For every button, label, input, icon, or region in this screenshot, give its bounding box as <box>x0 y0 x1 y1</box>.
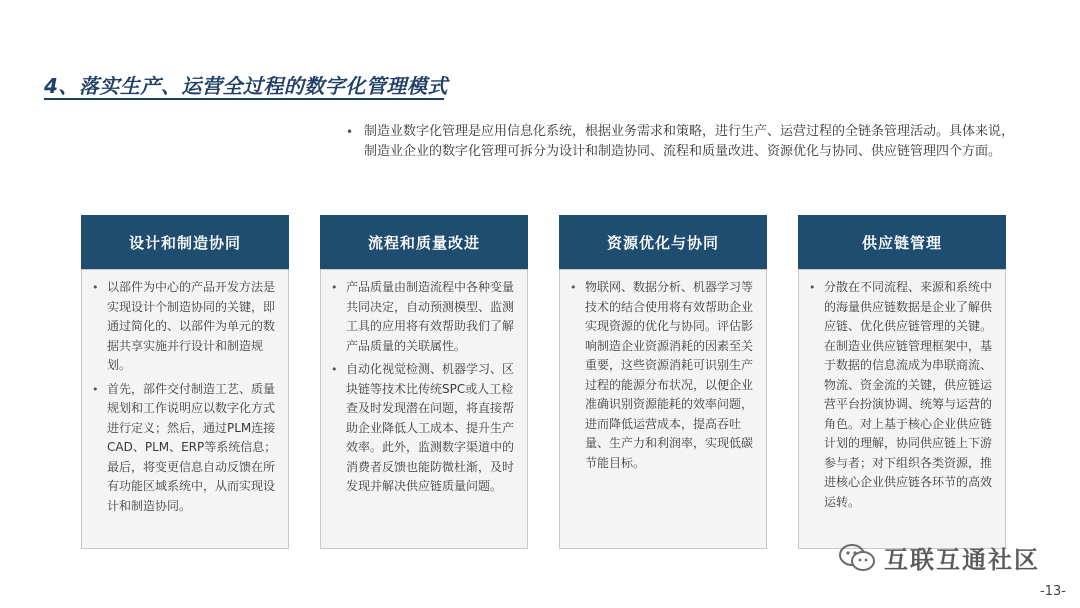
list-item <box>569 278 757 473</box>
list-item <box>330 360 518 497</box>
column-heading: 资源优化与协同 <box>559 215 767 269</box>
intro-paragraph <box>346 122 1024 162</box>
column-heading: 流程和质量改进 <box>320 215 528 269</box>
column-body <box>320 269 528 549</box>
column-design-manufacturing <box>81 215 289 549</box>
column-supply-chain <box>798 215 1006 549</box>
page-title: 4、落实生产、运营全过程的数字化管理模式 <box>44 74 448 98</box>
watermark-text: 互联互通社区 <box>884 546 1040 574</box>
list-item <box>330 278 518 356</box>
list-item-text: 首先，部件交付制造工艺、质量规划和工作说明应以数字化方式进行定义；然后，通过PLM连接CAD、PLM、ERP等系统信息；最后，将变更信息自动反馈在所有功能区域系统中，从而实现设计和制造协同。 <box>107 381 277 513</box>
list-item-text: 产品质量由制造流程中各种变量共同决定，自动预测模型、监测工具的应用将有效帮助我们了解产品质量的关联属性。 <box>346 280 515 353</box>
bullet-icon: • <box>570 281 577 294</box>
column-process-quality <box>320 215 528 549</box>
bullet-icon: • <box>92 281 99 294</box>
page-number: -13- <box>1040 584 1066 599</box>
column-body <box>81 269 289 549</box>
list-item <box>91 380 279 517</box>
list-item <box>91 278 279 376</box>
list-item-text: 以部件为中心的产品开发方法是实现设计个制造协同的关键，即通过简化的、以部件为单元的数据共享实施并行设计和制造规划。 <box>107 280 276 372</box>
list-item-text: 分散在不同流程、来源和系统中的海量供应链数据是企业了解供应链、优化供应链管理的关键。在制造业供应链管理框架中，基于数据的信息流成为串联商流、物流、资金流的关键，供应链运营平台扮演协调、统筹与运营的角色。对上基于核心企业供应链计划的理解，协同供应链上下游参与者；对下组织各类资源，推进核心企业供应链各环节的高效运转。 <box>824 280 993 509</box>
list-item-text: 物联网、数据分析、机器学习等技术的结合使用将有效帮助企业实现资源的优化与协同。评估影响制造企业资源消耗的因素至关重要，这些资源消耗可识别生产过程的能源分布状况，以便企业准确识别资源能耗的效率问题，进而降低运营成本，提高吞吐量、生产力和利润率，实现低碳节能目标。 <box>585 280 754 470</box>
column-body <box>798 269 1006 549</box>
bullet-icon: • <box>809 281 816 294</box>
column-heading: 设计和制造协同 <box>81 215 289 269</box>
title-underline <box>44 98 444 100</box>
bullet-icon: • <box>331 281 338 294</box>
list-item <box>808 278 996 512</box>
watermark <box>838 540 1040 575</box>
column-body <box>559 269 767 549</box>
column-resource-optimization <box>559 215 767 549</box>
wechat-icon <box>838 543 876 573</box>
bullet-icon: • <box>331 363 338 376</box>
bullet-icon: • <box>92 382 99 396</box>
column-heading: 供应链管理 <box>798 215 1006 269</box>
intro-text: 制造业数字化管理是应用信息化系统，根据业务需求和策略，进行生产、运营过程的全链条管理活动。具体来说，制造业企业的数字化管理可拆分为设计和制造协同、流程和质量改进、资源优化与协同、供应链管理四个方面。 <box>364 124 1015 159</box>
bullet-icon: • <box>346 125 354 139</box>
list-item-text: 自动化视觉检测、机器学习、区块链等技术比传统SPC或人工检查及时发现潜在问题，将直接帮助企业降低人工成本、提升生产效率。此外，监测数字渠道中的消费者反馈也能防微杜渐，及时发现并解决供应链质量问题。 <box>346 362 515 493</box>
